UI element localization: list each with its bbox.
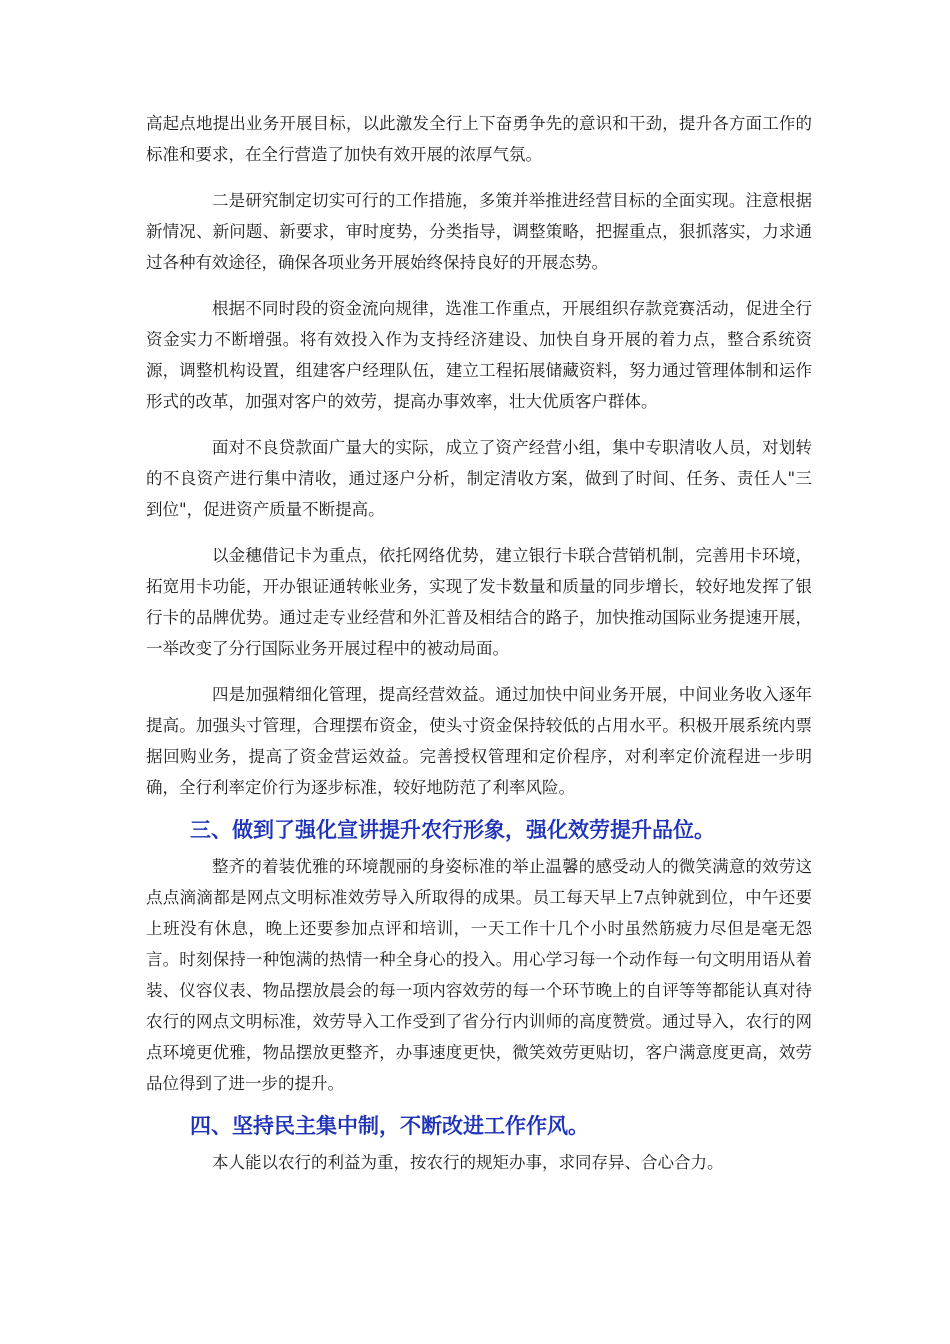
document-body: [146, 108, 812, 1178]
paragraph-service-standard: 整齐的着装优雅的环境靓丽的身姿标准的举止温馨的感受动人的微笑满意的效劳这点点滴滴都是网点文明标准效劳导入所取得的成果。员工每天早上7点钟就到位，中午还要上班没有休息，晚上还要参加点评和培训，一天工作十几个小时虽然筋疲力尽但是毫无怨言。时刻保持一种饱满的热情一种全身心的投入。用心学习每一个动作每一句文明用语从着装、仪容仪表、物品摆放晨会的每一项内容效劳的每一个环节晚上的自评等等都能认真对待农行的网点文明标准，效劳导入工作受到了省分行内训师的高度赞赏。通过导入，农行的网点环境更优雅，物品摆放更整齐，办事速度更快，微笑效劳更贴切，客户满意度更高，效劳品位得到了进一步的提升。: [146, 857, 812, 1093]
paragraph-work-measures: 二是研究制定切实可行的工作措施，多策并举推进经营目标的全面实现。注意根据新情况、新问题、新要求，审时度势，分类指导，调整策略，把握重点，狠抓落实，力求通过各种有效途径，确保各项业务开展始终保持良好的开展态势。: [146, 191, 812, 272]
paragraph-debit-card: 以金穗借记卡为重点，依托网络优势，建立银行卡联合营销机制，完善用卡环境，拓宽用卡功能，开办银证通转帐业务，实现了发卡数量和质量的同步增长，较好地发挥了银行卡的品牌优势。通过走专业经营和外汇普及相结合的路子，加快推动国际业务提速开展，一举改变了分行国际业务开展过程中的被动局面。: [146, 546, 812, 658]
section-heading-four: 四、坚持民主集中制，不断改进工作作风。: [190, 1114, 589, 1138]
section-heading-three: 三、做到了强化宣讲提升农行形象，强化效劳提升品位。: [190, 818, 715, 842]
paragraph-bad-loans: 面对不良贷款面广量大的实际，成立了资产经营小组，集中专职清收人员，对划转的不良资产进行集中清收，通过逐户分析，制定清收方案，做到了时间、任务、责任人"三到位"，促进资产质量不断提高。: [146, 438, 812, 519]
paragraph-fund-flow: 根据不同时段的资金流向规律，选准工作重点，开展组织存款竞赛活动，促进全行资金实力不断增强。将有效投入作为支持经济建设、加快自身开展的着力点，整合系统资源，调整机构设置，组建客户经理队伍，建立工程拓展储藏资料，努力通过管理体制和运作形式的改革，加强对客户的效劳，提高办事效率，壮大优质客户群体。: [146, 299, 812, 411]
paragraph-fine-management: 四是加强精细化管理，提高经营效益。通过加快中间业务开展，中间业务收入逐年提高。加强头寸管理，合理摆布资金，使头寸资金保持较低的占用水平。积极开展系统内票据回购业务，提高了资金营运效益。完善授权管理和定价程序，对利率定价流程进一步明确，全行利率定价行为逐步标准，较好地防范了利率风险。: [146, 685, 812, 797]
paragraph-continuation: 高起点地提出业务开展目标，以此激发全行上下奋勇争先的意识和干劲，提升各方面工作的标准和要求，在全行营造了加快有效开展的浓厚气氛。: [146, 114, 812, 164]
paragraph-work-style: 本人能以农行的利益为重，按农行的规矩办事，求同存异、合心合力。: [212, 1153, 724, 1172]
